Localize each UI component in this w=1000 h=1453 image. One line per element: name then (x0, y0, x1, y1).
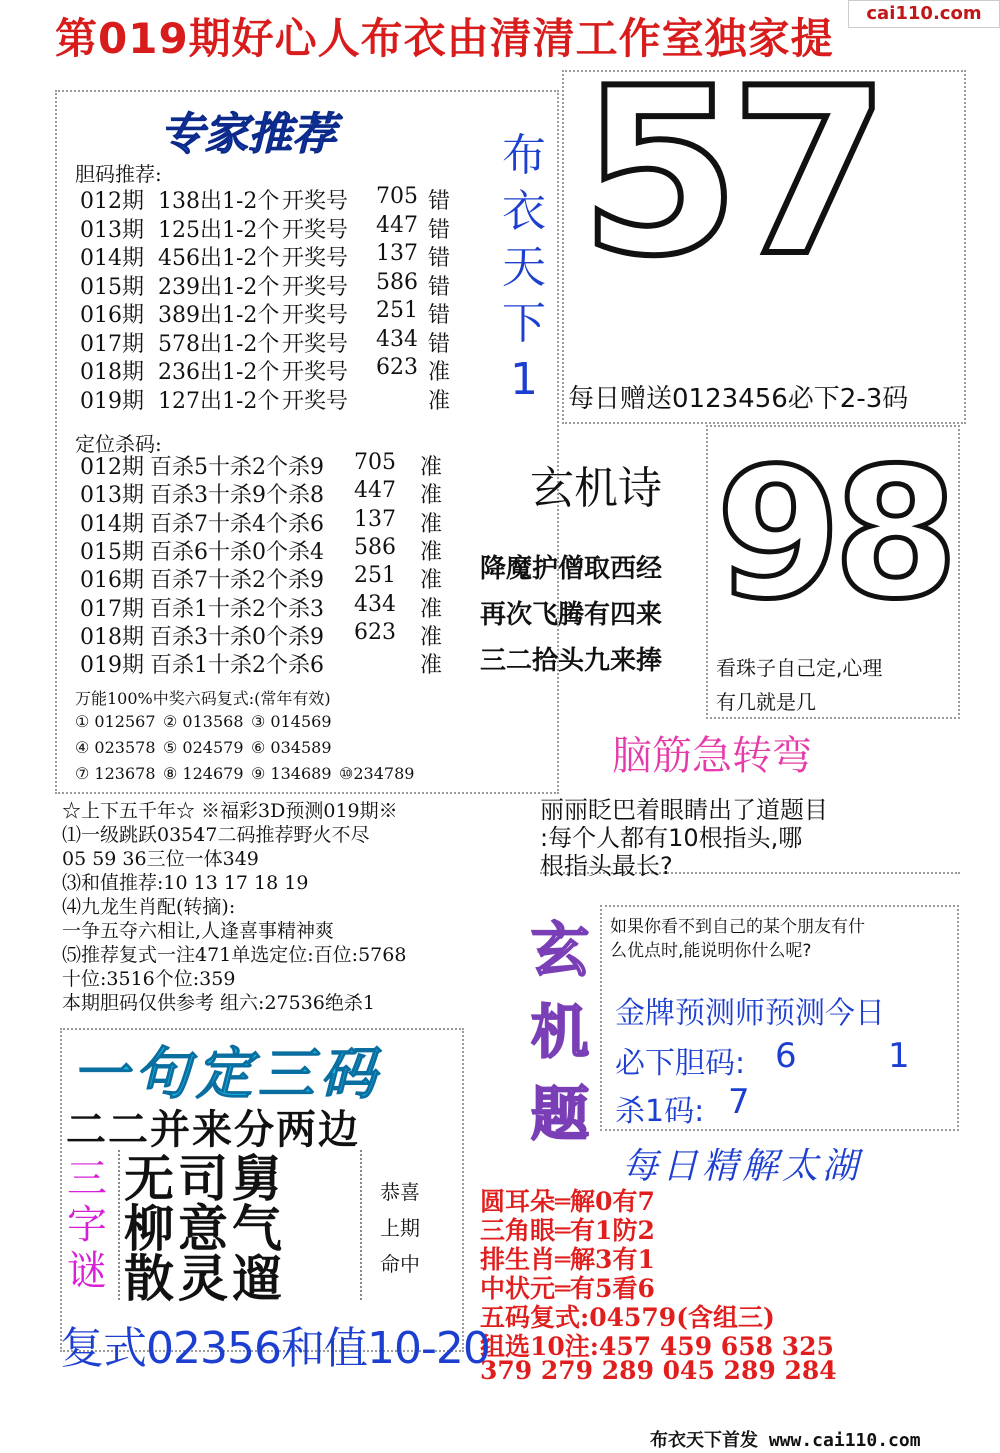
xuanji-char: 机 (530, 998, 589, 1066)
poem-line-1: 降魔护僧取西经 (480, 554, 663, 584)
six-code-row (75, 738, 475, 762)
gold-kill-label: 杀1码: (615, 1094, 705, 1129)
kill-row (80, 592, 480, 620)
dan-period: 019期 (80, 388, 144, 414)
kill-row (80, 563, 480, 594)
kill-period: 015期 (80, 539, 144, 565)
six-code-label: 万能100%中奖六码复式:(常年有效) (75, 689, 331, 708)
six-code-item: ⑩234789 (339, 764, 415, 783)
dan-pick: 236出1-2个 (158, 360, 280, 385)
fushi-text: 复式02356和值10-20 (60, 1323, 490, 1374)
kill-result: 准 (420, 596, 443, 622)
dan-period: 018期 (80, 360, 144, 385)
buyi-char: 1 (510, 354, 538, 405)
dan-draw: 251 (376, 298, 418, 323)
history-line: 本期胆码仅供参考 组六:27536绝杀1 (62, 992, 375, 1014)
kill-pick: 百杀5十杀2个杀9 (150, 455, 324, 480)
dan-period: 015期 (80, 274, 144, 300)
riddle-title: 脑筋急转弯 (612, 733, 812, 779)
congrats-3: 命中 (380, 1252, 420, 1276)
kill-row (80, 478, 480, 509)
history-line: 一争五夺六相让,人逢喜事精神爽 (62, 920, 335, 942)
dan-period: 012期 (80, 189, 144, 214)
gold-dan-label: 必下胆码: (615, 1046, 746, 1081)
six-code-item: ⑧ 124679 (163, 764, 244, 783)
dan-result: 错 (428, 303, 451, 328)
taihu-line: 组选10注:457 459 658 325 (480, 1332, 834, 1361)
kill-period: 014期 (80, 511, 144, 537)
dan-draw: 447 (376, 212, 418, 238)
dan-row (80, 384, 480, 412)
kill-row (80, 620, 480, 648)
history-line: ⑸推荐复式一注471单选定位:百位:5768 (62, 944, 407, 966)
kill-row (80, 507, 480, 535)
buyi-char: 下 (502, 298, 546, 349)
riddle-line-2: :每个人都有10根指头,哪 (540, 824, 803, 852)
site-watermark: cai110.com (848, 0, 1000, 28)
kill-result: 准 (420, 568, 443, 594)
three-word-line-3: 散灵遛 (124, 1249, 286, 1308)
kill-row (80, 535, 480, 563)
taihu-line: 五码复式:04579(含组三) (480, 1303, 775, 1332)
kill-pick: 百杀1十杀2个杀3 (150, 596, 324, 622)
history-line: ⑴一级跳跃03547二码推荐野火不尽 (62, 824, 370, 846)
three-word-line-2: 柳意气 (124, 1199, 286, 1258)
kill-label: 定位杀码: (75, 432, 162, 456)
riddle-line-1: 丽丽眨巴着眼睛出了道题目 (540, 796, 828, 824)
taihu-line: 圆耳朵═解0有7 (480, 1187, 655, 1216)
kill-result: 准 (420, 511, 443, 537)
dan-label: 开奖号 (282, 331, 349, 357)
gift-text: 每日赠送0123456必下2-3码 (568, 384, 909, 414)
six-code-item: ④ 023578 (75, 738, 156, 757)
dan-result: 错 (428, 189, 451, 214)
poem-line-3: 三二拾头九来捧 (480, 646, 663, 676)
kill-pick: 百杀1十杀2个杀6 (150, 653, 324, 679)
taihu-line: 中状元═有5看6 (480, 1274, 655, 1303)
six-code-item: ⑤ 024579 (163, 738, 244, 757)
dan-row (80, 213, 480, 241)
poem-line-2: 再次飞腾有四来 (480, 600, 663, 630)
kill-draw: 705 (354, 450, 396, 475)
taihu-line: 排生肖═解3有1 (480, 1245, 655, 1274)
xuanji-char: 题 (530, 1080, 589, 1148)
dan-label: 开奖号 (282, 303, 349, 328)
dan-pick: 138出1-2个 (158, 189, 280, 214)
buyi-char: 布 (502, 130, 546, 181)
dan-label: 开奖号 (282, 360, 349, 385)
dan-label: 开奖号 (282, 246, 349, 271)
kill-result: 准 (420, 455, 443, 480)
dan-result: 准 (428, 388, 451, 414)
gold-dan-b: 1 (888, 1036, 910, 1076)
buyi-char: 衣 (502, 186, 546, 237)
dan-label: 开奖号 (282, 217, 349, 243)
three-word-char: 字 (67, 1202, 107, 1248)
history-line: 十位:3516个位:359 (62, 968, 236, 990)
page-title: 第019期好心人布衣由清清工作室独家提 (55, 14, 834, 63)
kill-pick: 百杀7十杀4个杀6 (150, 511, 324, 537)
footer-text: 布衣天下首发 www.cai110.com (650, 1430, 921, 1451)
kill-period: 018期 (80, 624, 144, 650)
dan-period: 016期 (80, 303, 144, 328)
taihu-line: 三角眼═有1防2 (480, 1216, 655, 1245)
three-word-char: 谜 (67, 1248, 107, 1294)
one-sentence-text: 二二并来分两边 (66, 1107, 360, 1153)
dan-draw: 586 (376, 269, 418, 295)
dan-pick: 127出1-2个 (158, 388, 280, 414)
dan-result: 错 (428, 274, 451, 300)
six-code-row (75, 712, 475, 736)
kill-result: 准 (420, 539, 443, 565)
six-code-item: ⑦ 123678 (75, 764, 156, 783)
kill-draw: 447 (354, 478, 396, 504)
taihu-line: 379 279 289 045 289 284 (480, 1356, 837, 1385)
six-code-item: ① 012567 (75, 712, 156, 731)
dan-period: 017期 (80, 331, 144, 357)
xuanji-char: 玄 (530, 916, 589, 984)
dan-period: 014期 (80, 246, 144, 271)
one-sentence-title: 一句定三码 (72, 1042, 382, 1107)
poem-title: 玄机诗 (530, 463, 662, 514)
gold-kill-value: 7 (728, 1082, 750, 1122)
kill-draw: 586 (354, 534, 396, 560)
kill-pick: 百杀3十杀9个杀8 (150, 483, 324, 509)
dan-result: 错 (428, 246, 451, 271)
expert-title: 专家推荐 (160, 109, 336, 160)
riddle-line-3: 根指头最长? (540, 852, 673, 880)
dan-draw: 623 (376, 355, 418, 380)
dan-row (80, 184, 480, 212)
dan-pick: 456出1-2个 (158, 246, 280, 271)
kill-row (80, 450, 480, 478)
six-code-item: ⑨ 134689 (251, 764, 332, 783)
dan-row (80, 327, 480, 355)
kill-period: 019期 (80, 653, 144, 679)
dan-result: 错 (428, 217, 451, 243)
six-code-item: ③ 014569 (251, 712, 332, 731)
xuanji-question-2: 么优点时,能说明你什么呢? (610, 941, 812, 961)
dan-result: 准 (428, 360, 451, 385)
xuanji-question-1: 如果你看不到自己的某个朋友有什 (610, 917, 865, 937)
kill-period: 017期 (80, 596, 144, 622)
dan-draw: 137 (376, 241, 418, 266)
three-word-line-1: 无司舅 (124, 1149, 286, 1208)
kill-row (80, 648, 480, 679)
dan-row (80, 241, 480, 269)
dan-pick: 239出1-2个 (158, 274, 280, 300)
bead-note-1: 看珠子自己定,心理 (716, 656, 883, 680)
three-word-char: 三 (67, 1156, 107, 1202)
kill-draw: 434 (354, 591, 396, 617)
congrats-2: 上期 (380, 1216, 420, 1240)
kill-draw: 623 (354, 619, 396, 645)
big-number-57: 57 (580, 40, 881, 307)
gold-dan-a: 6 (775, 1036, 797, 1076)
kill-result: 准 (420, 653, 443, 679)
kill-period: 016期 (80, 568, 144, 594)
kill-draw: 137 (354, 506, 396, 532)
dan-result: 错 (428, 331, 451, 357)
dan-pick: 578出1-2个 (158, 331, 280, 357)
kill-period: 013期 (80, 483, 144, 509)
bead-note-2: 有几就是几 (716, 690, 816, 714)
dan-period: 013期 (80, 217, 144, 243)
buyi-char: 天 (502, 242, 546, 293)
dan-row (80, 298, 480, 326)
gold-title: 金牌预测师预测今日 (615, 996, 885, 1031)
history-line: 05 59 36三位一体349 (62, 848, 259, 870)
dan-label: 胆码推荐: (75, 162, 162, 186)
history-line: ☆上下五千年☆ ※福彩3D预测019期※ (62, 800, 398, 822)
dan-pick: 125出1-2个 (158, 217, 280, 243)
history-line: ⑶和值推荐:10 13 17 18 19 (62, 872, 309, 894)
six-code-item: ② 013568 (163, 712, 244, 731)
six-code-item: ⑥ 034589 (251, 738, 332, 757)
dan-row (80, 270, 480, 298)
dan-row (80, 355, 480, 383)
dan-draw: 705 (376, 184, 418, 209)
dan-pick: 389出1-2个 (158, 303, 280, 328)
kill-result: 准 (420, 624, 443, 650)
kill-period: 012期 (80, 455, 144, 480)
taihu-title: 每日精解太湖 (622, 1146, 863, 1187)
dan-draw: 434 (376, 326, 418, 352)
congrats-1: 恭喜 (380, 1180, 420, 1204)
kill-result: 准 (420, 483, 443, 509)
dan-label: 开奖号 (282, 189, 349, 214)
kill-pick: 百杀3十杀0个杀9 (150, 624, 324, 650)
big-number-98: 98 (716, 430, 951, 639)
kill-draw: 251 (354, 563, 396, 589)
six-code-row (75, 764, 475, 788)
history-line: ⑷九龙生肖配(转摘): (62, 896, 236, 918)
dan-label: 开奖号 (282, 274, 349, 300)
kill-pick: 百杀6十杀0个杀4 (150, 539, 324, 565)
kill-pick: 百杀7十杀2个杀9 (150, 568, 324, 594)
dan-label: 开奖号 (282, 388, 349, 414)
